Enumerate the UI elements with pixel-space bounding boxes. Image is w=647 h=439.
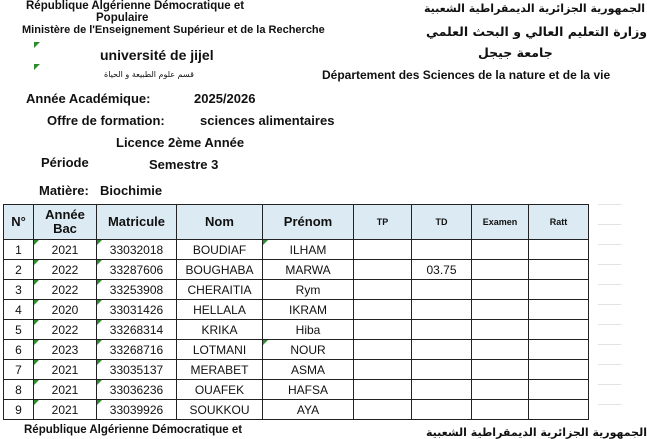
comment-marker-icon xyxy=(34,300,39,305)
col-header-matricule: Matricule xyxy=(97,205,177,240)
comment-marker-icon xyxy=(34,400,39,405)
cell-annee[interactable]: 2021 xyxy=(34,360,97,380)
fr-ministere: Ministère de l'Enseignement Supérieur et de la Recherche xyxy=(22,24,325,36)
cell-examen[interactable] xyxy=(472,240,529,260)
cell-matricule[interactable]: 33036236 xyxy=(97,380,177,400)
cell-ratt[interactable] xyxy=(529,300,589,320)
cell-prenom[interactable]: MARWA xyxy=(263,260,354,280)
cell-prenom[interactable]: Hiba xyxy=(263,320,354,340)
cell-td[interactable] xyxy=(412,400,472,420)
table-header-row xyxy=(4,205,589,240)
cell-n[interactable]: 6 xyxy=(4,340,34,360)
comment-marker-icon xyxy=(34,280,39,285)
comment-marker-icon xyxy=(34,380,39,385)
cell-matricule[interactable]: 33287606 xyxy=(97,260,177,280)
fr-universite: université de jijel xyxy=(100,47,214,63)
cell-n[interactable]: 7 xyxy=(4,360,34,380)
cell-n[interactable]: 4 xyxy=(4,300,34,320)
cell-td[interactable] xyxy=(412,360,472,380)
table-row xyxy=(4,240,589,260)
cell-ratt[interactable] xyxy=(529,320,589,340)
cell-tp[interactable] xyxy=(354,320,412,340)
cell-nom[interactable]: HELLALA xyxy=(177,300,263,320)
comment-marker-icon xyxy=(34,240,39,245)
cell-annee[interactable]: 2020 xyxy=(34,300,97,320)
cell-ratt[interactable] xyxy=(529,380,589,400)
comment-marker-icon xyxy=(263,340,268,345)
cell-ratt[interactable] xyxy=(529,400,589,420)
cell-prenom[interactable]: NOUR xyxy=(263,340,354,360)
cell-examen[interactable] xyxy=(472,380,529,400)
comment-marker-icon xyxy=(97,380,102,385)
comment-marker-icon xyxy=(97,260,102,265)
cell-n[interactable]: 8 xyxy=(4,380,34,400)
cell-annee[interactable]: 2021 xyxy=(34,240,97,260)
cell-annee[interactable]: 2023 xyxy=(34,340,97,360)
ar-department-small: قسم علوم الطبيعة و الحياة xyxy=(104,70,194,79)
cell-tp[interactable] xyxy=(354,260,412,280)
cell-ratt[interactable] xyxy=(529,360,589,380)
cell-nom[interactable]: CHERAITIA xyxy=(177,280,263,300)
ar-republique: الجمهورية الجزائرية الديمقراطية الشعبية xyxy=(424,2,645,15)
cell-td[interactable] xyxy=(412,340,472,360)
fr-republique-overflow: Populaire xyxy=(96,12,149,24)
comment-marker-icon xyxy=(34,260,39,265)
cell-td[interactable] xyxy=(412,320,472,340)
cell-nom[interactable]: SOUKKOU xyxy=(177,400,263,420)
grade-table xyxy=(3,204,589,420)
periode-value: Semestre 3 xyxy=(149,157,219,172)
annee-value: 2025/2026 xyxy=(194,91,256,106)
matiere-label: Matière: xyxy=(39,183,89,198)
cell-nom[interactable]: BOUGHABA xyxy=(177,260,263,280)
cell-annee[interactable]: 2022 xyxy=(34,260,97,280)
cell-matricule[interactable]: 33039926 xyxy=(97,400,177,420)
cell-prenom[interactable]: ILHAM xyxy=(263,240,354,260)
comment-marker-icon xyxy=(34,320,39,325)
cell-nom[interactable]: MERABET xyxy=(177,360,263,380)
col-header-tp: TP xyxy=(354,205,412,240)
cell-tp[interactable] xyxy=(354,360,412,380)
cell-examen[interactable] xyxy=(472,360,529,380)
cell-n[interactable]: 1 xyxy=(4,240,34,260)
licence-label: Licence 2ème Année xyxy=(116,135,245,150)
comment-marker-icon xyxy=(263,240,268,245)
cell-n[interactable]: 3 xyxy=(4,280,34,300)
cell-td[interactable] xyxy=(412,300,472,320)
col-header-nom: Nom xyxy=(177,205,263,240)
cell-prenom[interactable]: AYA xyxy=(263,400,354,420)
cell-tp[interactable] xyxy=(354,340,412,360)
cell-matricule[interactable]: 33253908 xyxy=(97,280,177,300)
cell-ratt[interactable] xyxy=(529,280,589,300)
cell-ratt[interactable] xyxy=(529,260,589,280)
col-header-annee-bac: Année Bac xyxy=(34,205,97,240)
cell-td[interactable] xyxy=(412,240,472,260)
cell-n[interactable]: 2 xyxy=(4,260,34,280)
cell-nom[interactable]: OUAFEK xyxy=(177,380,263,400)
cell-prenom[interactable]: Rym xyxy=(263,280,354,300)
footer-ar-republique: الجمهورية الجزائرية الديمقراطية الشعبية xyxy=(426,426,647,439)
cell-examen[interactable] xyxy=(472,400,529,420)
cell-nom[interactable]: BOUDIAF xyxy=(177,240,263,260)
comment-marker-icon xyxy=(97,300,102,305)
cell-tp[interactable] xyxy=(354,300,412,320)
table-row xyxy=(4,380,589,400)
cell-annee[interactable]: 2022 xyxy=(34,280,97,300)
cell-matricule[interactable]: 33268314 xyxy=(97,320,177,340)
comment-marker-icon xyxy=(97,400,102,405)
cell-annee[interactable]: 2021 xyxy=(34,400,97,420)
cell-annee[interactable]: 2021 xyxy=(34,380,97,400)
cell-matricule[interactable]: 33031426 xyxy=(97,300,177,320)
cell-prenom[interactable]: ASMA xyxy=(263,360,354,380)
cell-n[interactable]: 9 xyxy=(4,400,34,420)
table-row xyxy=(4,260,589,280)
cell-n[interactable]: 5 xyxy=(4,320,34,340)
cell-nom[interactable]: KRIKA xyxy=(177,320,263,340)
periode-label: Période xyxy=(41,155,89,170)
col-header-ratt: Ratt xyxy=(529,205,589,240)
table-row xyxy=(4,320,589,340)
cell-td[interactable] xyxy=(412,280,472,300)
cell-tp[interactable] xyxy=(354,240,412,260)
comment-marker-icon xyxy=(97,280,102,285)
col-header-n: N° xyxy=(4,205,34,240)
cell-prenom[interactable]: IKRAM xyxy=(263,300,354,320)
footer-fr-republique: République Algérienne Démocratique et xyxy=(24,424,243,436)
cell-matricule[interactable]: 33268716 xyxy=(97,340,177,360)
offre-label: Offre de formation: xyxy=(47,113,165,128)
comment-marker-icon xyxy=(97,320,102,325)
cell-annee[interactable]: 2022 xyxy=(34,320,97,340)
table-row xyxy=(4,280,589,300)
cell-ratt[interactable] xyxy=(529,240,589,260)
cell-prenom[interactable]: HAFSA xyxy=(263,380,354,400)
col-header-prenom: Prénom xyxy=(263,205,354,240)
sheet-gridlines xyxy=(598,204,621,424)
ar-ministere: وزارة التعليم العالي و البحث العلمي xyxy=(426,24,647,39)
ar-universite: جامعة جيجل xyxy=(478,45,553,60)
col-header-td: TD xyxy=(412,205,472,240)
cell-tp[interactable] xyxy=(354,280,412,300)
comment-marker-icon xyxy=(97,360,102,365)
cell-examen[interactable] xyxy=(472,280,529,300)
table-row xyxy=(4,360,589,380)
comment-marker-icon xyxy=(34,340,39,345)
cell-examen[interactable] xyxy=(472,260,529,280)
cell-td[interactable]: 03.75 xyxy=(412,260,472,280)
cell-tp[interactable] xyxy=(354,380,412,400)
matiere-value: Biochimie xyxy=(100,183,163,198)
cell-tp[interactable] xyxy=(354,400,412,420)
table-row xyxy=(4,340,589,360)
cell-examen[interactable] xyxy=(472,300,529,320)
cell-examen[interactable] xyxy=(472,320,529,340)
cell-nom[interactable]: LOTMANI xyxy=(177,340,263,360)
annee-label: Année Académique: xyxy=(26,91,151,106)
comment-marker-icon xyxy=(34,42,40,48)
comment-marker-icon xyxy=(34,64,40,70)
fr-departement: Département des Sciences de la nature et de la vie xyxy=(322,68,611,82)
table-row xyxy=(4,400,589,420)
cell-matricule[interactable]: 33035137 xyxy=(97,360,177,380)
comment-marker-icon xyxy=(34,360,39,365)
table-row xyxy=(4,300,589,320)
cell-matricule[interactable]: 33032018 xyxy=(97,240,177,260)
offre-value: sciences alimentaires xyxy=(200,113,335,128)
comment-marker-icon xyxy=(97,240,102,245)
cell-td[interactable] xyxy=(412,380,472,400)
fr-republique: République Algérienne Démocratique et xyxy=(26,0,245,12)
col-header-examen: Examen xyxy=(472,205,529,240)
cell-examen[interactable] xyxy=(472,340,529,360)
cell-ratt[interactable] xyxy=(529,340,589,360)
comment-marker-icon xyxy=(97,340,102,345)
